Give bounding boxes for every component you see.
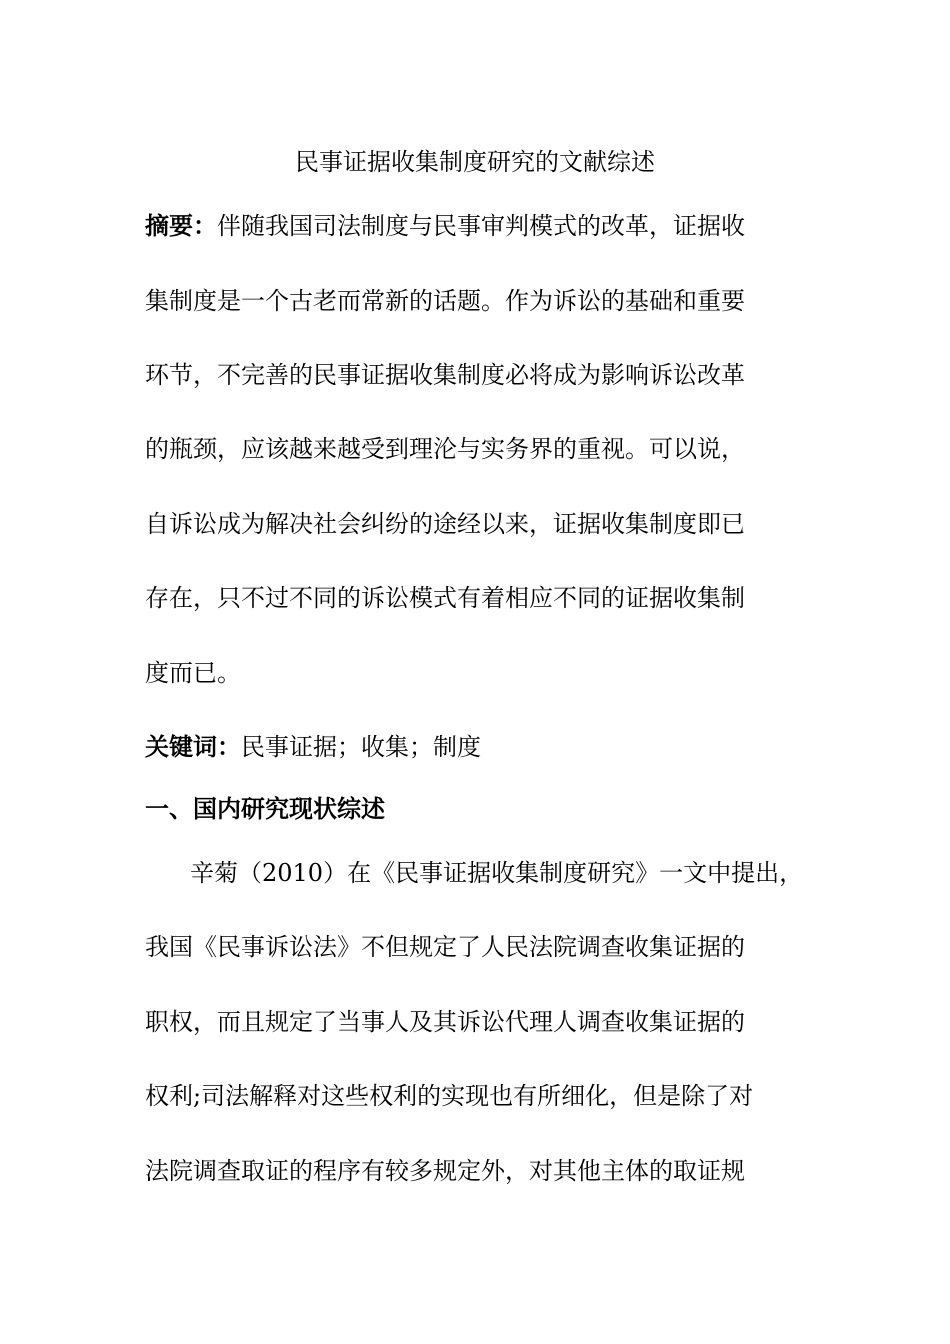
- abstract-line: [145, 210, 745, 242]
- abstract-line: 集制度是一个古老而常新的话题。作为诉讼的基础和重要: [145, 287, 745, 315]
- paragraph-line: 辛菊（2010）在《民事证据收集制度研究》一文中提出，: [190, 859, 804, 887]
- paragraph-line: 职权，而且规定了当事人及其诉讼代理人调查收集证据的: [145, 1008, 745, 1036]
- abstract-line: 存在，只不过不同的诉讼模式有着相应不同的证据收集制: [145, 584, 745, 612]
- abstract-label: 摘要：: [145, 212, 217, 240]
- abstract-line: 度而已。: [145, 659, 241, 687]
- abstract-line: 环节，不完善的民事证据收集制度必将成为影响诉讼改革: [145, 361, 745, 389]
- document-title: 民事证据收集制度研究的文献综述: [295, 148, 655, 176]
- abstract-line: 自诉讼成为解决社会纠纷的途经以来，证据收集制度即已: [145, 510, 745, 538]
- abstract-line: 的瓶颈，应该越来越受到理沦与实务界的重视。可以说，: [145, 435, 745, 463]
- paragraph-line: 法院调查取证的程序有较多规定外，对其他主体的取证规: [145, 1157, 745, 1185]
- abstract-text: 伴随我国司法制度与民事审判模式的改革，证据收: [217, 212, 745, 240]
- paragraph-line: 我国《民事诉讼法》不但规定了人民法院调查收集证据的: [145, 933, 745, 961]
- keywords-text: 民事证据；收集；制度: [241, 733, 481, 761]
- paragraph-line: 权利;司法解释对这些权利的实现也有所细化，但是除了对: [145, 1082, 754, 1110]
- keywords-line: [145, 731, 481, 763]
- keywords-label: 关键词：: [145, 733, 241, 761]
- section-heading: 一、国内研究现状综述: [145, 795, 385, 823]
